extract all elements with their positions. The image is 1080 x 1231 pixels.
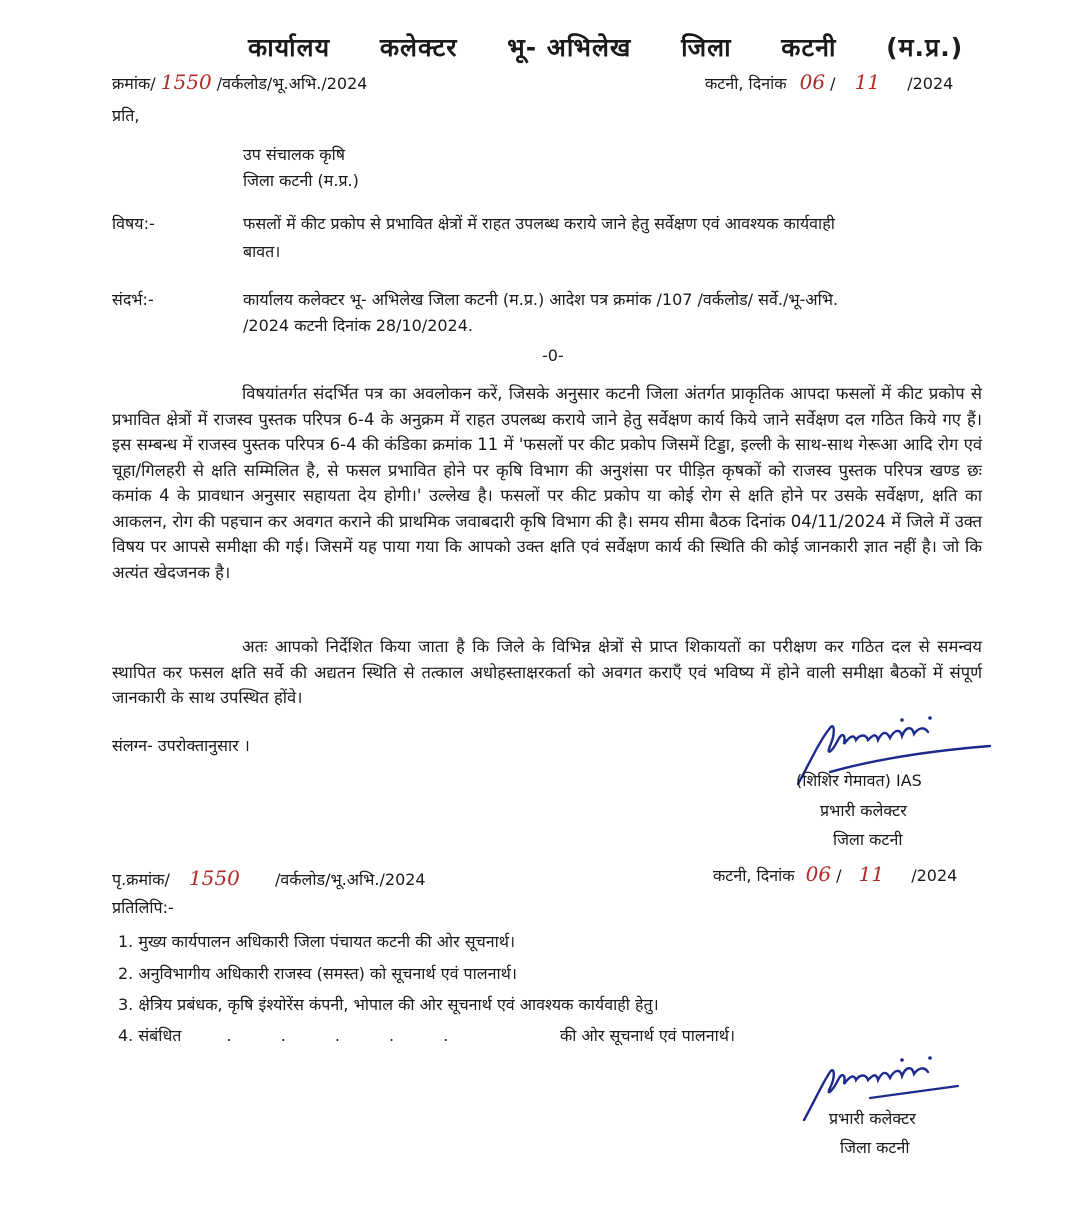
signatory-designation: प्रभारी कलेक्टर <box>829 1109 916 1128</box>
subject-label: विषय:- <box>112 214 155 233</box>
heading-part: भू- अभिलेख <box>507 33 632 62</box>
signatory-name: (शिशिर गेमावत) IAS <box>796 771 922 790</box>
letter-number <box>112 70 367 94</box>
separator: -0- <box>542 346 564 365</box>
date-prefix: कटनी, दिनांक <box>705 74 787 93</box>
copy-list-item <box>118 962 517 984</box>
date-prefix: कटनी, दिनांक <box>713 866 795 885</box>
heading-part: कलेक्टर <box>379 33 458 62</box>
item-text: अनुविभागीय अधिकारी राजस्व (समस्त) को सूचनार्थ एवं पालनार्थ। <box>138 964 517 983</box>
heading-part: कटनी <box>781 33 837 62</box>
copy-letter-number <box>112 866 426 890</box>
handwritten-number: 1550 <box>188 866 240 890</box>
subject-text-line2: बावत। <box>243 242 281 261</box>
signatory-district: जिला कटनी <box>833 830 903 849</box>
heading-part: जिला <box>681 33 732 62</box>
copy-to-label: प्रतिलिपि:- <box>112 898 174 917</box>
copy-letter-date <box>713 862 957 886</box>
recipient-line1: उप संचालक कृषि <box>243 145 345 164</box>
reference-text-line1: कार्यालय कलेक्टर भू- अभिलेख जिला कटनी (म.प्र.) आदेश पत्र क्रमांक /107 /वर्कलोड/ सर्वे./भू-अभि. <box>243 290 839 309</box>
handwritten-day: 06 <box>799 70 826 94</box>
date-year: /2024 <box>907 74 954 93</box>
copy-number-prefix: पृ.क्रमांक/ <box>112 870 170 889</box>
blank-dots: . . . . . <box>226 1026 471 1045</box>
enclosure-note: संलग्न- उपरोक्तानुसार । <box>112 736 250 755</box>
handwritten-month: 11 <box>854 70 881 94</box>
copy-list-item <box>118 930 515 952</box>
letter-date <box>705 70 953 94</box>
recipient-line2: जिला कटनी (म.प्र.) <box>243 171 359 190</box>
signatory-district: जिला कटनी <box>840 1138 910 1157</box>
heading-part: (म.प्र.) <box>886 33 964 62</box>
reference-label: संदर्भ:- <box>112 290 154 309</box>
item-text: मुख्य कार्यपालन अधिकारी जिला पंचायत कटनी की ओर सूचनार्थ। <box>138 932 516 951</box>
office-heading <box>248 30 963 64</box>
date-slash: / <box>830 74 836 93</box>
copy-number-suffix: /वर्कलोड/भू.अभि./2024 <box>274 870 426 889</box>
letter-number-prefix: क्रमांक/ <box>112 74 156 93</box>
body-paragraph-2: अतः आपको निर्देशित किया जाता है कि जिले के विभिन्न क्षेत्रों से प्राप्त शिकायतों का परीक्षण कर गठित दल से समन्वय स्थापित कर फसल क्षति सर्वे की अद्यतन स्थिति से तत्काल अधोहस्ताक्षरकर्ता को अवगत कराएँ एवं भविष्य में होने वाली समीक्षा बैठकों में संपूर्ण जानकारी के साथ उपस्थित होंवे। <box>112 637 982 707</box>
subject-text-line1: फसलों में कीट प्रकोप से प्रभावित क्षेत्रों में राहत उपलब्ध कराये जाने हेतु सर्वेक्षण एवं आवश्यक कार्यवाही <box>243 214 835 233</box>
item-number: 2. <box>118 964 134 983</box>
reference-text-line2: /2024 कटनी दिनांक 28/10/2024. <box>243 316 474 335</box>
body-paragraph-1: विषयांतर्गत संदर्भित पत्र का अवलोकन करें, जिसके अनुसार कटनी जिला अंतर्गत प्राकृतिक आपदा फसलों में कीट प्रकोप से प्रभावित क्षेत्रों में राजस्व पुस्तक परिपत्र 6-4 के अनुक्रम में राहत उपलब्ध कराये जाने हेतु सर्वेक्षण कार्य किये जाने सर्वेक्षण दल गठित किये गए हैं। इस सम्बन्ध में राजस्व पुस्तक परिपत्र 6-4 की कंडिका क्रमांक 11 में 'फसलों पर कीट प्रकोप जिसमें टिड्डा, इल्ली के साथ-साथ गेरूआ आदि रोग एवं चूहा/गिलहरी से क्षति सम्मिलित है, से फसल प्रभावित होने पर कृषि विभाग की अनुशंसा पर पीड़ित कृषकों को राजस्व पुस्तक परिपत्र खण्ड छः कमांक 4 के प्रावधान अनुसार सहायता देय होगी।' उल्लेख है। फसलों पर कीट प्रकोप या कोई रोग से क्षति होने पर उसके सर्वेक्षण, क्षति का आकलन, रोग की पहचान कर अवगत कराने की प्राथमिक जवाबदारी कृषि विभाग की है। समय सीमा बैठक दिनांक 04/11/2024 में जिले में उक्त विषय पर आपसे समीक्षा की गई। जिसमें यह पाया गया कि आपको उक्त क्षति एवं सर्वेक्षण कार्य की स्थिति की कोई जानकारी ज्ञात नहीं है। जो कि अत्यंत खेदजनक है। <box>112 384 982 582</box>
item-number: 3. <box>118 995 134 1014</box>
date-slash: / <box>836 866 842 885</box>
handwritten-month: 11 <box>858 862 885 886</box>
date-year: /2024 <box>911 866 958 885</box>
item-text-tail: की ओर सूचनार्थ एवं पालनार्थ। <box>560 1026 736 1045</box>
handwritten-number: 1550 <box>160 70 212 94</box>
heading-part: कार्यालय <box>248 33 331 62</box>
item-text: संबंधित <box>138 1026 182 1045</box>
item-text: क्षेत्रिय प्रबंधक, कृषि इंश्योरेंस कंपनी, भोपाल की ओर सूचनार्थ एवं आवश्यक कार्यवाही हेतु। <box>138 995 659 1014</box>
item-number: 1. <box>118 932 134 951</box>
handwritten-day: 06 <box>805 862 832 886</box>
to-label: प्रति, <box>112 106 140 125</box>
copy-list-item <box>118 993 659 1015</box>
letter-number-suffix: /वर्कलोड/भू.अभि./2024 <box>216 74 368 93</box>
signatory-designation: प्रभारी कलेक्टर <box>820 801 907 820</box>
item-number: 4. <box>118 1026 134 1045</box>
copy-list-item <box>118 1024 778 1046</box>
